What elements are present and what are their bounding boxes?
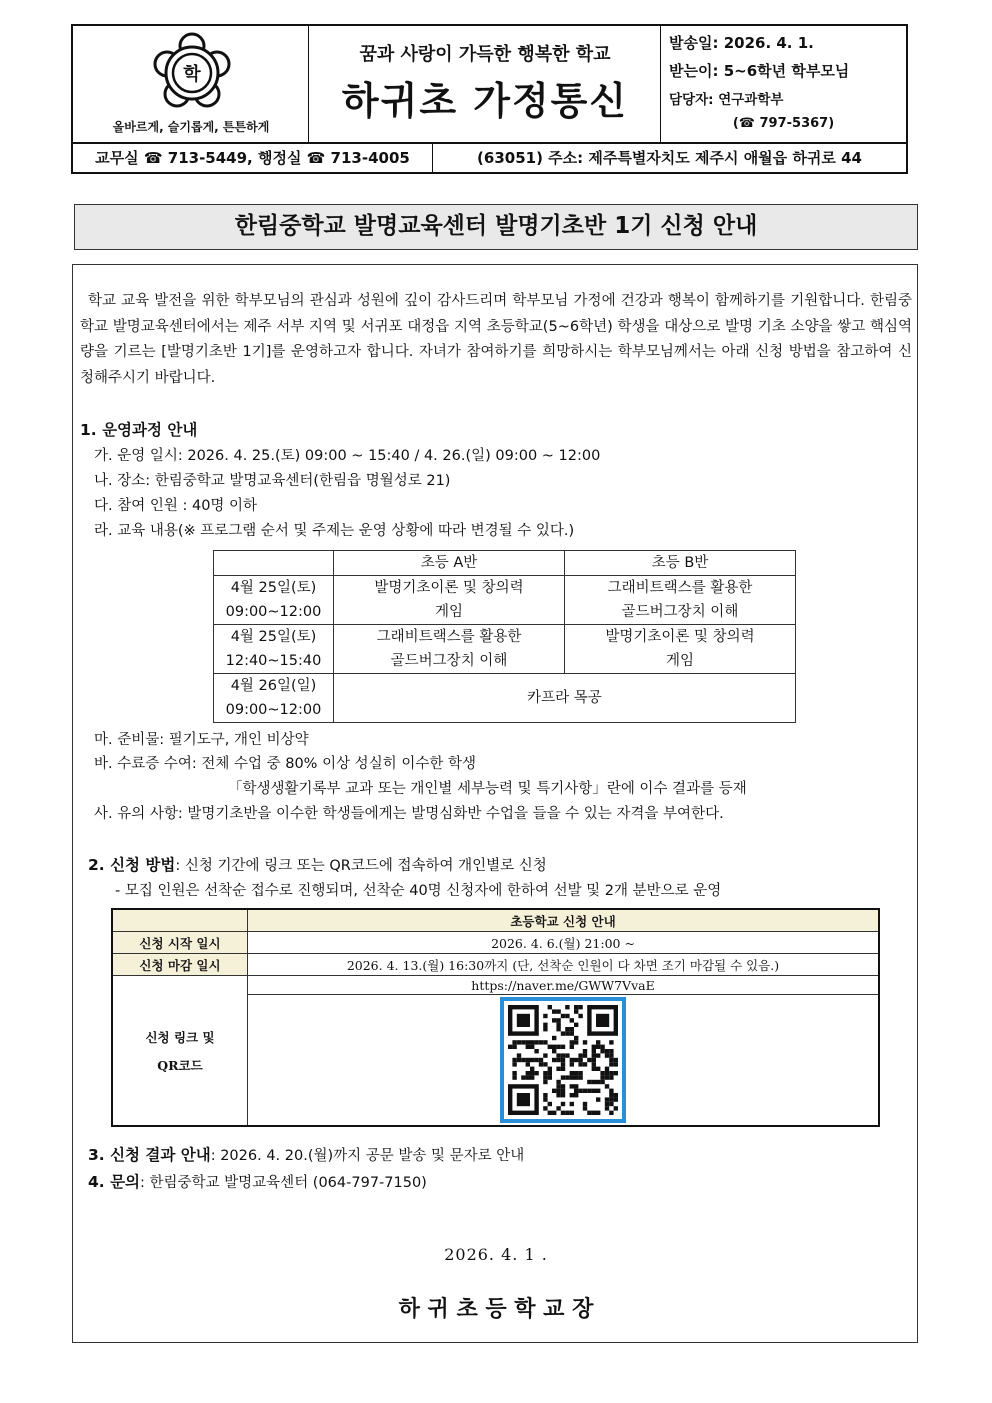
school-address: (63051) 주소: 제주특별자치도 제주시 애월읍 하귀로 44 <box>477 149 862 167</box>
title-cell <box>309 26 661 142</box>
section3-line <box>88 1143 524 1165</box>
section3-title: 3. 신청 결과 안내 <box>88 1146 211 1164</box>
table-row <box>112 909 879 932</box>
cell-line: 게임 <box>434 604 463 620</box>
cell-line: 그래비트랙스를 활용한 <box>607 580 753 596</box>
section2-desc: : 신청 기간에 링크 또는 QR코드에 접속하여 개인별로 신청 <box>175 858 547 874</box>
info-cell <box>661 26 906 142</box>
header-subtitle: 꿈과 사랑이 가득한 행복한 학교 <box>359 44 611 65</box>
table-cell <box>565 576 796 625</box>
item-certificate-detail: 「학생생활기록부 교과 또는 개인별 세부능력 및 특기사항」란에 이수 결과를 등재 <box>228 781 747 797</box>
item-notes: 사. 유의 사항: 발명기초반을 이수한 학생들에게는 발명심화반 수업을 들을 수 있는 자격을 부여한다. <box>94 806 724 822</box>
item-schedule: 가. 운영 일시: 2026. 4. 25.(토) 09:00 ~ 15:40 / 4. 26.(일) 09:00 ~ 12:00 <box>94 448 601 464</box>
svg-text:학: 학 <box>183 64 201 85</box>
principal-signature: 하 귀 초 등 학 교 장 <box>398 1296 594 1322</box>
table-cell <box>214 576 334 625</box>
table-cell <box>112 909 248 932</box>
intro-paragraph: 학교 교육 발전을 위한 학부모님의 관심과 성원에 깊이 감사드리며 학부모님 가정에 건강과 행복이 함께하기를 기원합니다. 한림중학교 발명교육센터에서는 제주 서부 지역 및 서귀포 대정읍 지역 초등학교(5~6학년) 학생을 대상으로 발명 기초 소양을 쌓고 핵심역량을 기르는 [발명기초반 1기]를 운영하고자 합니다. 자녀가 참여하기를 희망하시는 학부모님께서는 아래 신청 방법을 참고하여 신청해주시기 바랍니다. <box>80 293 912 386</box>
qr-code-icon[interactable] <box>500 997 626 1123</box>
cell-line: 그래비트랙스를 활용한 <box>376 629 522 645</box>
recipient: 받는이: 5~6학년 학부모님 <box>669 62 850 80</box>
table-row <box>214 674 796 723</box>
row-time: 12:40~15:40 <box>225 653 322 669</box>
section1-title: 1. 운영과정 안내 <box>80 421 198 439</box>
school-emblem-icon <box>151 32 233 114</box>
start-value: 2026. 4. 6.(월) 21:00 ~ <box>248 932 880 954</box>
link-label-line: 신청 링크 및 <box>145 1029 215 1045</box>
col-header-a: 초등 A반 <box>334 551 565 576</box>
link-label-line: QR코드 <box>157 1057 203 1073</box>
row-day: 4월 25일(토) <box>230 629 317 645</box>
document-title: 한림중학교 발명교육센터 발명기초반 1기 신청 안내 <box>74 204 918 250</box>
cell-line: 게임 <box>665 653 694 669</box>
section2-title: 2. 신청 방법 <box>88 856 176 874</box>
table-cell <box>214 674 334 723</box>
row-day: 4월 26일(일) <box>230 678 317 694</box>
row-time: 09:00~12:00 <box>225 702 322 718</box>
link-label <box>112 976 248 1127</box>
header-title: 하귀초 가정통신 <box>341 79 629 123</box>
item-certificate: 바. 수료증 수여: 전체 수업 중 80% 이상 성실히 이수한 학생 <box>94 756 476 772</box>
table-row <box>214 576 796 625</box>
end-label: 신청 마감 일시 <box>112 954 248 976</box>
signup-link[interactable]: https://naver.me/GWW7VvaE <box>248 976 880 995</box>
section4-line <box>88 1170 427 1192</box>
table-row <box>214 551 796 576</box>
application-table <box>111 908 880 1127</box>
table-cell <box>565 625 796 674</box>
office-phone: 교무실 ☎ 713-5449, 행정실 ☎ 713-4005 <box>73 144 433 174</box>
table-row <box>214 625 796 674</box>
table-cell <box>214 551 334 576</box>
col-header-b: 초등 B반 <box>565 551 796 576</box>
contact-row <box>73 142 906 172</box>
school-slogan: 올바르게, 슬기롭게, 튼튼하게 <box>112 120 270 134</box>
table-row <box>112 976 879 995</box>
section3-desc: : 2026. 4. 20.(월)까지 공문 발송 및 문자로 안내 <box>210 1148 525 1164</box>
sent-date: 발송일: 2026. 4. 1. <box>669 34 814 52</box>
table-cell <box>214 625 334 674</box>
manager-phone: (☎ 797-5367) <box>732 116 835 131</box>
row-day: 4월 25일(토) <box>230 580 317 596</box>
manager: 담당자: 연구과학부 <box>669 92 784 108</box>
table-row <box>112 954 879 976</box>
issue-date: 2026. 4. 1 . <box>444 1245 548 1264</box>
section2-note: - 모집 인원은 선착순 접수로 진행되며, 선착순 40명 신청자에 한하여 선발 및 2개 분반으로 운영 <box>115 883 722 899</box>
item-materials: 마. 준비물: 필기도구, 개인 비상약 <box>94 732 309 748</box>
table-cell <box>334 576 565 625</box>
schedule-table <box>213 550 796 723</box>
cell-line: 발명기초이론 및 창의력 <box>605 629 755 645</box>
table-cell <box>334 625 565 674</box>
cell-line: 발명기초이론 및 창의력 <box>374 580 524 596</box>
end-value: 2026. 4. 13.(월) 16:30까지 (단, 선착순 인원이 다 차면 조기 마감될 수 있음.) <box>248 954 880 976</box>
merged-cell: 카프라 목공 <box>334 674 796 723</box>
start-label: 신청 시작 일시 <box>112 932 248 954</box>
section2-line <box>88 853 547 875</box>
section4-title: 4. 문의 <box>88 1173 141 1191</box>
table-row <box>112 932 879 954</box>
section4-desc: : 한림중학교 발명교육센터 (064-797-7150) <box>140 1175 427 1191</box>
row-time: 09:00~12:00 <box>225 604 322 620</box>
logo-cell <box>73 26 309 142</box>
cell-line: 골드버그장치 이해 <box>390 653 508 669</box>
item-content: 라. 교육 내용(※ 프로그램 순서 및 주제는 운영 상황에 따라 변경될 수 있다.) <box>94 523 575 539</box>
item-location: 나. 장소: 한림중학교 발명교육센터(한림읍 명월성로 21) <box>94 473 451 489</box>
item-capacity: 다. 참여 인원 : 40명 이하 <box>94 498 258 514</box>
application-header: 초등학교 신청 안내 <box>248 909 880 932</box>
cell-line: 골드버그장치 이해 <box>621 604 739 620</box>
qr-cell <box>248 995 880 1127</box>
letterhead <box>71 24 908 174</box>
